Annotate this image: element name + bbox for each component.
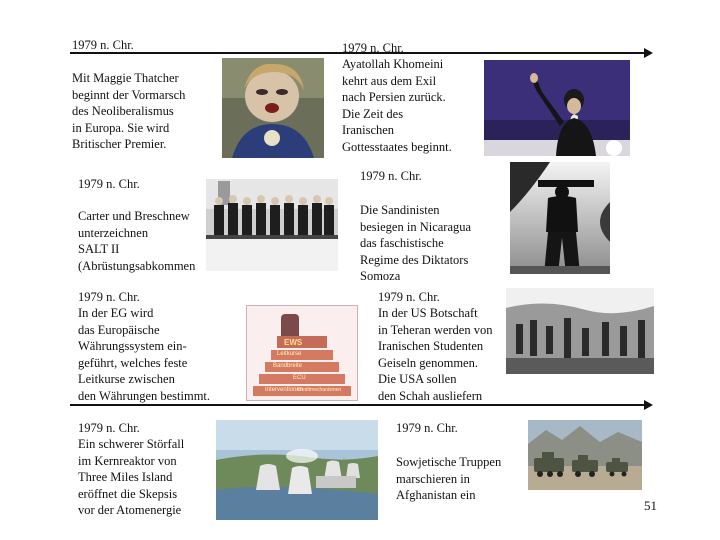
event-text: Mit Maggie Thatcher beginnt der Vormarsch des Neoliberalismus in Europa. Sie wird Britischer Premier. [72, 71, 186, 151]
event-date: 1979 n. Chr. [378, 290, 440, 304]
event-date: 1979 n. Chr. [396, 421, 458, 435]
khomeini-photo [484, 60, 630, 156]
ems-poster-image [246, 305, 358, 401]
ems-poster-step: Kreditmechanismen [297, 387, 342, 393]
ems-poster-step: Leitkurse [277, 351, 302, 357]
thatcher-photo [222, 58, 324, 158]
three-mile-island-photo [216, 420, 378, 520]
tehran-embassy-photo [506, 288, 654, 374]
event-text: In der EG wird das Europäische Währungssystem ein- geführt, welches feste Leitkurse zwischen den Währungen bestimmt. [78, 306, 211, 403]
ems-poster-step: ECU [293, 375, 306, 381]
event-text: Ayatollah Khomeini kehrt aus dem Exil nach Persien zurück. Die Zeit des Iranischen Gottesstaates beginnt. [342, 57, 452, 154]
event-text: Ein schwerer Störfall im Kernreaktor von Three Miles Island eröffnet die Skepsis vor der Atomenergie [78, 437, 185, 517]
event-date: 1979 n. Chr. [72, 38, 134, 52]
ems-poster-step: Interventionen [265, 387, 304, 393]
page-number: 51 [644, 498, 657, 513]
event-date: 1979 n. Chr. [360, 169, 422, 183]
event-text: Carter und Breschnew unterzeichnen SALT II (Abrüstungsabkommen [78, 209, 196, 273]
salt-ii-signing-photo [206, 179, 338, 271]
event-date: 1979 n. Chr. [342, 41, 404, 55]
timeline-arrow-2 [70, 404, 645, 406]
event-date: 1979 n. Chr. [78, 290, 140, 304]
event-text: Die Sandinisten besiegen in Nicaragua das faschistische Regime des Diktators Somoza [360, 203, 472, 283]
soviet-troops-afghanistan-photo [528, 420, 642, 490]
event-date: 1979 n. Chr. [78, 421, 140, 435]
event-text: In der US Botschaft in Teheran werden von Iranischen Studenten Geiseln genommen. Die USA sollen den Schah ausliefern [378, 306, 493, 403]
event-text: Sowjetische Truppen marschieren in Afghanistan ein [396, 455, 502, 502]
sandinista-fighter-photo [510, 162, 610, 274]
event-date: 1979 n. Chr. [78, 177, 140, 191]
ems-poster-step: Bandbreite [273, 363, 303, 369]
ems-poster-label: EWS [284, 338, 303, 347]
